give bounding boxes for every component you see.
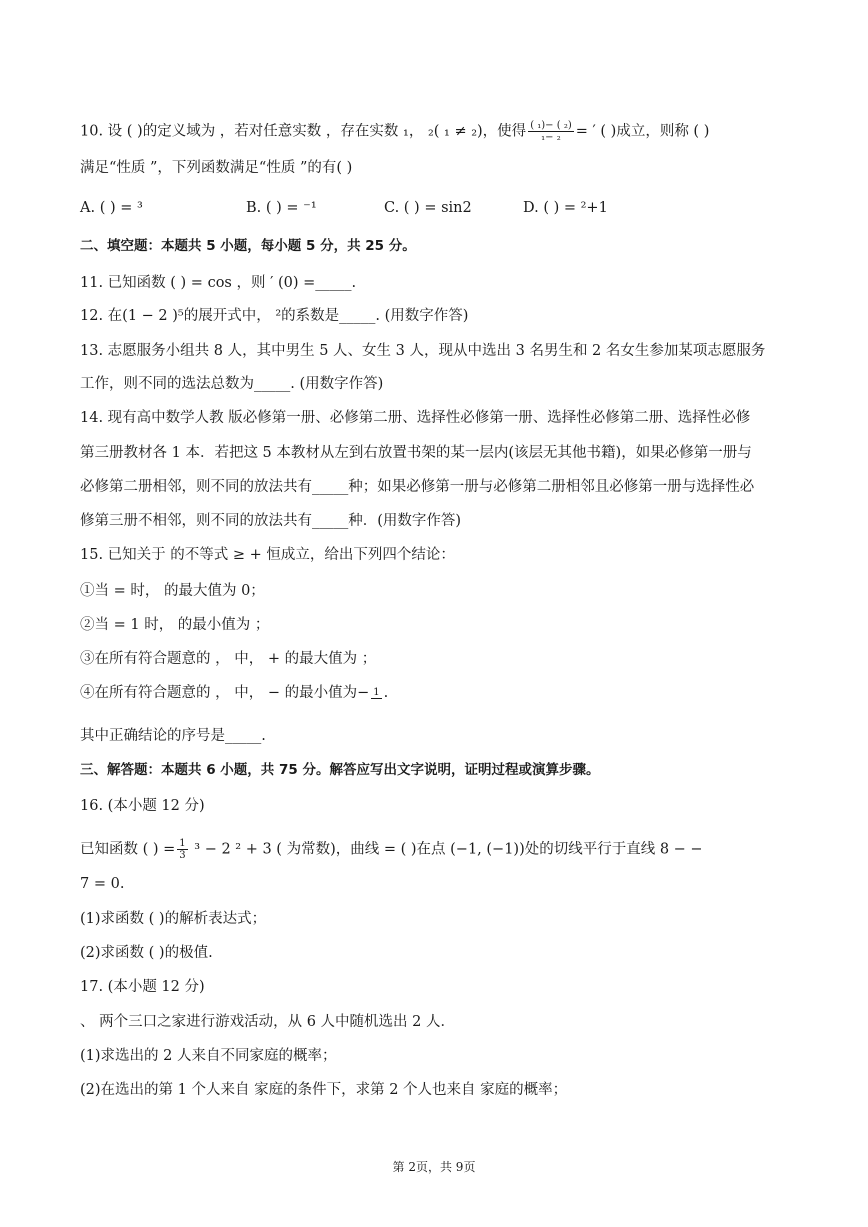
q16-text-b: ³ − 2 ² + 3 ( 为常数)，曲线 = ( )在点 (−1, (−1))处的切线平行于直线 8 − − — [189, 841, 703, 858]
q15-conclusion-4 — [80, 686, 388, 701]
q14-line3: 必修第二册相邻，则不同的放法共有_____种；如果必修第一册与必修第二册相邻且必修第一册与选择性必 — [80, 479, 755, 495]
q15-c4-end: . — [383, 685, 389, 701]
q13-line2: 工作，则不同的选法总数为_____. (用数字作答) — [80, 376, 384, 392]
q10-line2: 满足“性质 ”，下列函数满足“性质 ”的有( ) — [80, 160, 353, 176]
section3-heading: 三、解答题：本题共 6 小题，共 75 分。解答应写出文字说明，证明过程或演算步骤。 — [80, 762, 600, 778]
q15-conclusion-3: ③在所有符合题意的 ， 中， + 的最大值为 ； — [80, 651, 377, 667]
q10-option-d: D. ( ) = ²+1 — [523, 200, 608, 216]
q16-heading: 16. (本小题 12 分) — [80, 798, 205, 814]
q16-fraction — [177, 838, 187, 861]
q15-conclusion-1: ①当 = 时， 的最大值为 0； — [80, 583, 265, 599]
q17-line1: 、 两个三口之家进行游戏活动，从 6 人中随机选出 2 人． — [80, 1014, 455, 1030]
q16-frac-den: 3 — [179, 850, 186, 861]
page-footer: 第 2页，共 9页 — [392, 1160, 476, 1174]
q15-c4-text: ④在所有符合题意的 ， 中， − 的最小值为− — [80, 685, 370, 701]
q16-text-a: 已知函数 ( ) = — [80, 841, 176, 858]
q12: 12. 在(1 − 2 )⁵的展开式中， ²的系数是_____. (用数字作答) — [80, 308, 469, 324]
q10-option-b: B. ( ) = ⁻¹ — [246, 200, 317, 216]
q17-heading: 17. (本小题 12 分) — [80, 979, 205, 995]
q10-fraction — [528, 120, 574, 143]
q10-frac-den: ₁− ₂ — [541, 132, 561, 143]
q15-end: 其中正确结论的序号是_____. — [80, 728, 266, 744]
q16-line1 — [80, 838, 703, 861]
q16-part1: (1)求函数 ( )的解析表达式； — [80, 911, 267, 927]
q14-line1: 14. 现有高中数学人教 版必修第一册、必修第二册、选择性必修第一册、选择性必修第二册、选择性必修 — [80, 410, 751, 426]
q14-line2: 第三册教材各 1 本．若把这 5 本教材从左到右放置书架的某一层内(该层无其他书籍)，如果必修第一册与 — [80, 445, 752, 461]
q10-text-a: 10. 设 ( )的定义域为 ，若对任意实数 ，存在实数 ₁， ₂( ₁ ≠ ₂)，使得 — [80, 123, 527, 140]
q10-text-b: = ′ ( )成立，则称 ( ) — [575, 123, 710, 140]
q10-option-c: C. ( ) = sin2 — [384, 200, 472, 216]
q10-frac-num: ( ₁)− ( ₂) — [530, 120, 572, 131]
q16-frac-num: 1 — [179, 838, 186, 849]
q16-part2: (2)求函数 ( )的极值. — [80, 945, 213, 961]
q11: 11. 已知函数 ( ) = cos ，则 ′ (0) =_____. — [80, 275, 357, 291]
q15-c4-frac-num: 1 — [373, 687, 380, 698]
q17-part1: (1)求选出的 2 人来自不同家庭的概率； — [80, 1048, 337, 1064]
q14-line4: 修第三册不相邻，则不同的放法共有_____种．(用数字作答) — [80, 513, 462, 529]
section2-heading: 二、填空题：本题共 5 小题，每小题 5 分，共 25 分。 — [80, 238, 416, 254]
q15-line1: 15. 已知关于 的不等式 ≥ + 恒成立，给出下列四个结论： — [80, 547, 455, 563]
q13-line1: 13. 志愿服务小组共 8 人，其中男生 5 人、女生 3 人，现从中选出 3 名男生和 2 名女生参加某项志愿服务 — [80, 343, 766, 359]
q10-line1 — [80, 120, 709, 143]
q10-option-a: A. ( ) = ³ — [80, 200, 143, 216]
q15-c4-fraction — [371, 687, 381, 699]
q16-line2: 7 = 0. — [80, 876, 125, 892]
q15-conclusion-2: ②当 = 1 时， 的最小值为 ； — [80, 617, 270, 633]
q17-part2: (2)在选出的第 1 个人来自 家庭的条件下，求第 2 个人也来自 家庭的概率； — [80, 1082, 568, 1098]
